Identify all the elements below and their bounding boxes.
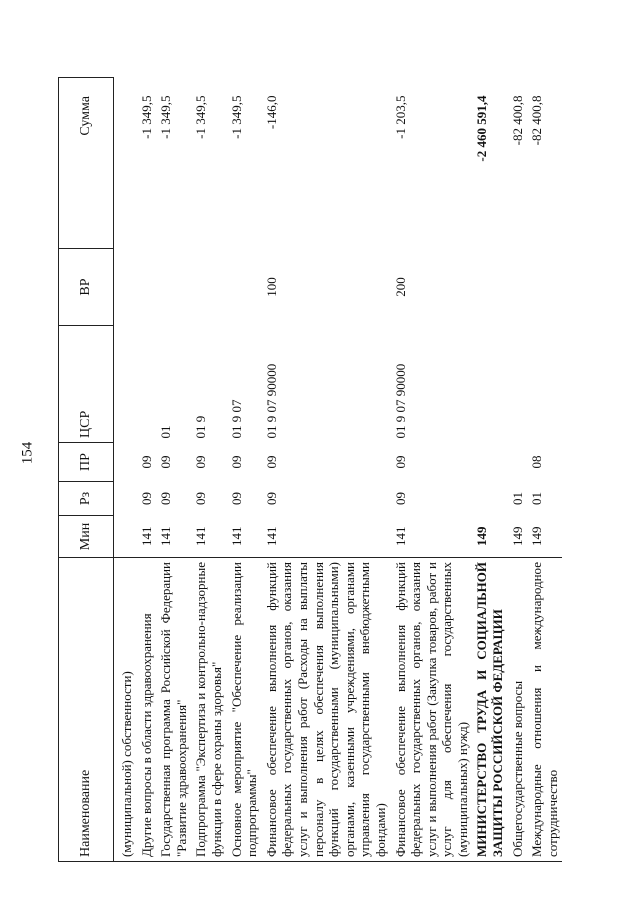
cell-pr: 09 — [228, 455, 244, 469]
cell-csr: 01 9 07 90000 — [392, 363, 408, 439]
cell-vr — [508, 249, 528, 326]
cell-rz — [472, 482, 507, 516]
cell-pr — [472, 443, 507, 482]
cell-sum: -82 400,8 — [529, 95, 545, 146]
cell-name: Основное мероприятие "Обеспечение реализации подпрограммы" — [227, 558, 262, 862]
cell-rz: 09 — [263, 492, 279, 505]
cell-vr: 100 — [263, 277, 279, 297]
cell-csr — [114, 326, 137, 443]
table-row — [472, 78, 507, 862]
page-number — [16, 438, 40, 468]
cell-pr: 09 — [138, 455, 154, 469]
cell-name: Государственная программа Российской Федерации "Развитие здравоохранения" — [156, 558, 191, 862]
table-row — [114, 78, 137, 862]
cell-min: 141 — [138, 526, 154, 546]
cell-pr — [508, 443, 528, 482]
header-name: Наименование — [59, 558, 114, 862]
cell-sum: -1 203,5 — [392, 95, 408, 139]
cell-csr — [508, 326, 528, 443]
cell-min: 141 — [158, 526, 174, 546]
table-row — [262, 78, 391, 862]
cell-name: Финансовое обеспечение выполнения функций федеральных государственных органов, оказания услуг и выполнения работ (Закупка товаров, работ и услуг для обеспечения государственных (муниципальных) нужд) — [391, 558, 473, 862]
cell-pr: 09 — [392, 455, 408, 469]
table-row — [156, 78, 191, 862]
cell-vr — [137, 249, 157, 326]
cell-rz: 01 — [529, 492, 545, 505]
cell-sum: -2 460 591,4 — [474, 95, 490, 162]
table-row — [527, 78, 562, 862]
cell-pr: 09 — [193, 455, 209, 469]
budget-table-rotated — [58, 77, 588, 862]
table-body — [114, 78, 563, 862]
cell-min: 141 — [228, 526, 244, 546]
cell-rz — [114, 482, 137, 516]
header-pr: ПР — [59, 443, 114, 482]
cell-min: 149 — [474, 526, 490, 546]
cell-vr — [527, 249, 562, 326]
header-min: Мин — [59, 516, 114, 558]
cell-sum: -1 349,5 — [158, 95, 174, 139]
cell-rz: 09 — [228, 492, 244, 505]
cell-sum: -1 349,5 — [228, 95, 244, 139]
cell-vr — [472, 249, 507, 326]
table-row — [391, 78, 473, 862]
cell-pr — [114, 443, 137, 482]
cell-rz: 09 — [138, 492, 154, 505]
cell-vr: 200 — [392, 277, 408, 297]
cell-vr — [191, 249, 226, 326]
cell-min: 141 — [193, 526, 209, 546]
cell-pr: 08 — [529, 455, 545, 469]
cell-min: 141 — [263, 526, 279, 546]
cell-rz: 09 — [158, 492, 174, 505]
cell-name: Другие вопросы в области здравоохранения — [137, 558, 157, 862]
cell-vr — [114, 249, 137, 326]
cell-csr — [472, 326, 507, 443]
cell-vr — [227, 249, 262, 326]
cell-sum: -1 349,5 — [138, 95, 154, 139]
cell-rz: 09 — [392, 492, 408, 505]
budget-table — [58, 77, 562, 862]
cell-pr: 09 — [158, 455, 174, 469]
header-vr: ВР — [59, 249, 114, 326]
cell-csr: 01 9 07 90000 — [263, 363, 279, 439]
cell-sum: -146,0 — [263, 95, 279, 130]
cell-name: Общегосударственные вопросы — [508, 558, 528, 862]
header-csr: ЦСР — [59, 326, 114, 443]
table-row — [227, 78, 262, 862]
cell-sum — [114, 78, 137, 249]
cell-sum: -82 400,8 — [509, 95, 525, 146]
cell-pr: 09 — [263, 455, 279, 469]
table-row — [508, 78, 528, 862]
page-number-text: 154 — [19, 441, 36, 465]
cell-csr: 01 9 — [193, 415, 209, 439]
cell-sum: -1 349,5 — [193, 95, 209, 139]
cell-csr — [137, 326, 157, 443]
cell-rz: 01 — [509, 492, 525, 505]
table-row — [191, 78, 226, 862]
header-sum: Сумма — [59, 78, 114, 249]
cell-csr: 01 — [158, 425, 174, 439]
table-row — [137, 78, 157, 862]
cell-csr: 01 9 07 — [228, 399, 244, 439]
cell-name: Финансовое обеспечение выполнения функций федеральных государственных органов, оказания услуг и выполнения работ (Расходы на выплаты персоналу в целях обеспечения выполнения функций государственными (муниципальными) органами, казенными учреждениями, органами управления государственными внебюджетными фондами) — [262, 558, 391, 862]
cell-csr — [527, 326, 562, 443]
cell-name: Международные отношения и международное сотрудничество — [527, 558, 562, 862]
cell-name: Подпрограмма "Экспертиза и контрольно-надзорные функции в сфере охраны здоровья" — [191, 558, 226, 862]
header-rz: Рз — [59, 482, 114, 516]
cell-name: (муниципальной) собственности) — [114, 558, 137, 862]
cell-min: 149 — [509, 526, 525, 546]
cell-vr — [156, 249, 191, 326]
cell-name: МИНИСТЕРСТВО ТРУДА И СОЦИАЛЬНОЙ ЗАЩИТЫ РОССИЙСКОЙ ФЕДЕРАЦИИ — [472, 558, 507, 862]
cell-min: 141 — [392, 526, 408, 546]
header-row — [59, 78, 114, 862]
cell-rz: 09 — [193, 492, 209, 505]
cell-min: 149 — [529, 526, 545, 546]
cell-min — [114, 516, 137, 558]
